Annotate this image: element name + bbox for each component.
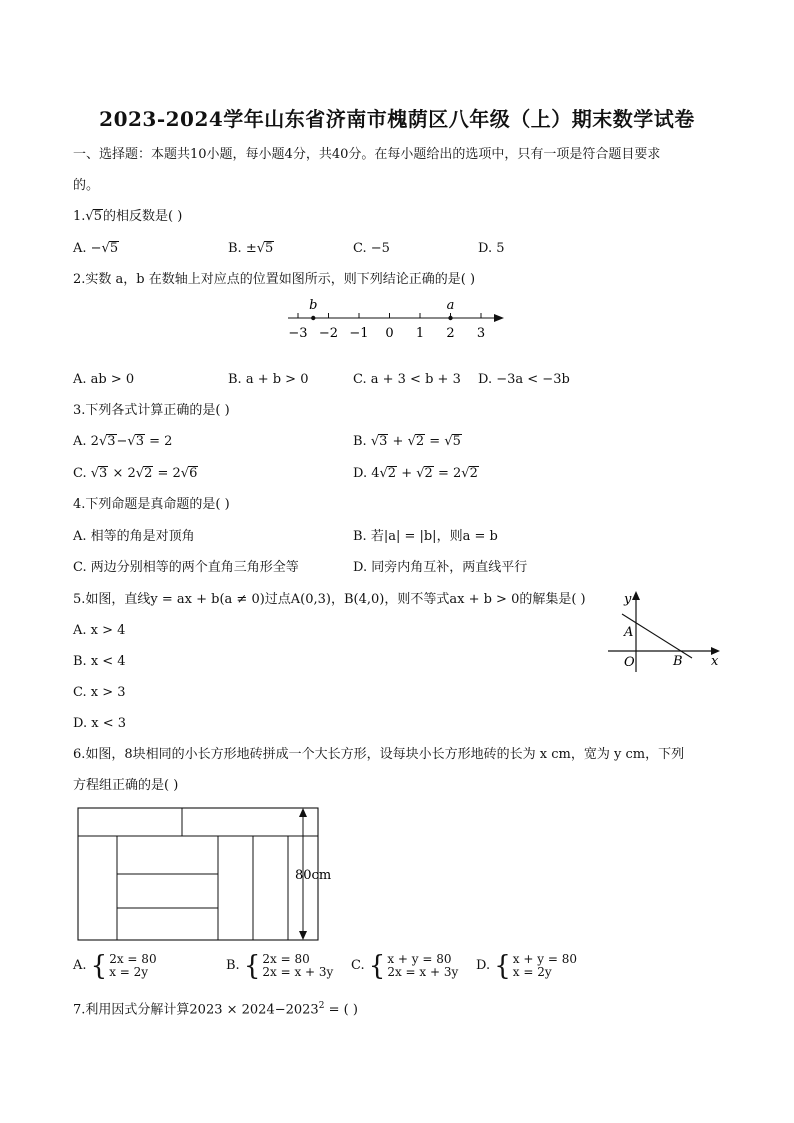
q7-stem: 7.利用因式分解计算$2023 \times 2024-2023^2$ = ( ): [73, 1001, 358, 1018]
q2-number-line: [280, 292, 510, 344]
q5-option-d: D. x < 3: [73, 716, 126, 731]
q3-option-c: C. √3 × 2√2 = 2√6: [73, 466, 198, 481]
q3-option-b: B. √3 + √2 = √5: [353, 434, 461, 449]
point-a-label: a: [446, 298, 455, 313]
q2-option-a: A. ab > 0: [73, 372, 135, 387]
q5-option-b: B. x < 4: [73, 654, 126, 669]
dimension-arrow-up-icon: [299, 808, 307, 817]
point-b-label: b: [309, 298, 318, 313]
q4-option-c: C. 两边分别相等的两个直角三角形全等: [73, 560, 299, 575]
point-a-dot: [448, 316, 452, 320]
q5-line-graph: [600, 588, 730, 674]
sqrt-sign-icon: √: [256, 241, 266, 256]
q1-option-b: B. ±√5: [228, 241, 274, 256]
q5-option-a: A. x > 4: [73, 623, 126, 638]
q3-option-d: D. 4√2 + √2 = 2√2: [353, 466, 478, 481]
q1-number: 1.: [73, 209, 86, 224]
brace-icon: {: [243, 950, 261, 982]
q2-option-c: C. a + 3 < b + 3: [353, 372, 461, 387]
q3-option-a: A. 2√3−√3 = 2: [73, 434, 173, 449]
q1-radicand: 5: [93, 209, 102, 224]
brace-icon: {: [368, 950, 386, 982]
q3-stem: 3.下列各式计算正确的是( ): [73, 403, 230, 418]
q4-stem: 4.下列命题是真命题的是( ): [73, 497, 230, 512]
number-line-tick-label: 3: [476, 326, 486, 341]
q2-option-b: B. a + b > 0: [228, 372, 309, 387]
q1-option-a: A. −√5: [73, 241, 119, 256]
number-line-tick-label: 0: [385, 326, 394, 341]
origin-label: O: [624, 655, 635, 670]
dimension-arrow-down-icon: [299, 931, 307, 940]
brace-icon: {: [494, 950, 511, 982]
page-title: 2023-2024学年山东省济南市槐荫区八年级（上）期末数学试卷: [99, 107, 695, 131]
q4-option-b: B. 若|a| = |b|，则a = b: [353, 529, 498, 544]
point-b-label: B: [673, 654, 683, 669]
q6-stem-line2: 方程组正确的是( ): [73, 778, 179, 793]
q1-option-c: C. −5: [353, 241, 390, 256]
y-axis-label: y: [624, 592, 632, 607]
sqrt-sign-icon: √: [85, 209, 94, 224]
q5-stem: 5.如图，直线y = ax + b(a ≠ 0)过点A(0,3)，B(4,0)，则不等式ax + b > 0的解集是( ): [73, 592, 586, 607]
section-instructions-line1: 一、选择题：本题共10小题，每小题4分，共40分。在每小题给出的选项中，只有一项是符合题目要求: [73, 147, 661, 162]
q6-option-c: C. { x + y = 80 2x = x + 3y: [351, 950, 459, 982]
brace-icon: {: [90, 950, 108, 982]
q2-option-d: D. −3a < −3b: [478, 372, 570, 387]
point-a-label: A: [624, 625, 634, 640]
dimension-label: 80cm: [295, 868, 332, 883]
number-line-tick-label: −2: [318, 326, 339, 341]
x-axis-label: x: [711, 654, 719, 669]
q1-option-d: D. 5: [478, 241, 505, 256]
q1-stem: [73, 208, 182, 226]
number-line-arrow-icon: [494, 314, 504, 322]
section-instructions-line2: 的。: [73, 178, 100, 193]
q4-option-d: D. 同旁内角互补，两直线平行: [353, 560, 528, 575]
number-line-tick-label: −3: [288, 326, 308, 341]
number-line-tick-label: −1: [349, 326, 369, 341]
q6-tile-figure: [70, 802, 340, 948]
number-line-tick-label: 1: [415, 326, 425, 341]
y-axis-arrow-icon: [632, 591, 640, 600]
q6-option-d: D. { x + y = 80 x = 2y: [476, 950, 577, 982]
q2-stem: 2.实数 a，b 在数轴上对应点的位置如图所示，则下列结论正确的是( ): [73, 272, 476, 287]
q4-option-a: A. 相等的角是对顶角: [73, 529, 195, 544]
q1-text: 的相反数是( ): [102, 209, 183, 224]
q5-option-c: C. x > 3: [73, 685, 126, 700]
point-b-dot: [311, 316, 315, 320]
q6-option-a: A. { 2x = 80 x = 2y: [73, 950, 157, 982]
sqrt-sign-icon: √: [101, 241, 110, 256]
number-line-tick-label: 2: [446, 326, 455, 341]
q6-option-b: B. { 2x = 80 2x = x + 3y: [226, 950, 334, 982]
q6-stem-line1: 6.如图，8块相同的小长方形地砖拼成一个大长方形，设每块小长方形地砖的长为 x cm，宽为 y cm，下列: [73, 747, 685, 762]
